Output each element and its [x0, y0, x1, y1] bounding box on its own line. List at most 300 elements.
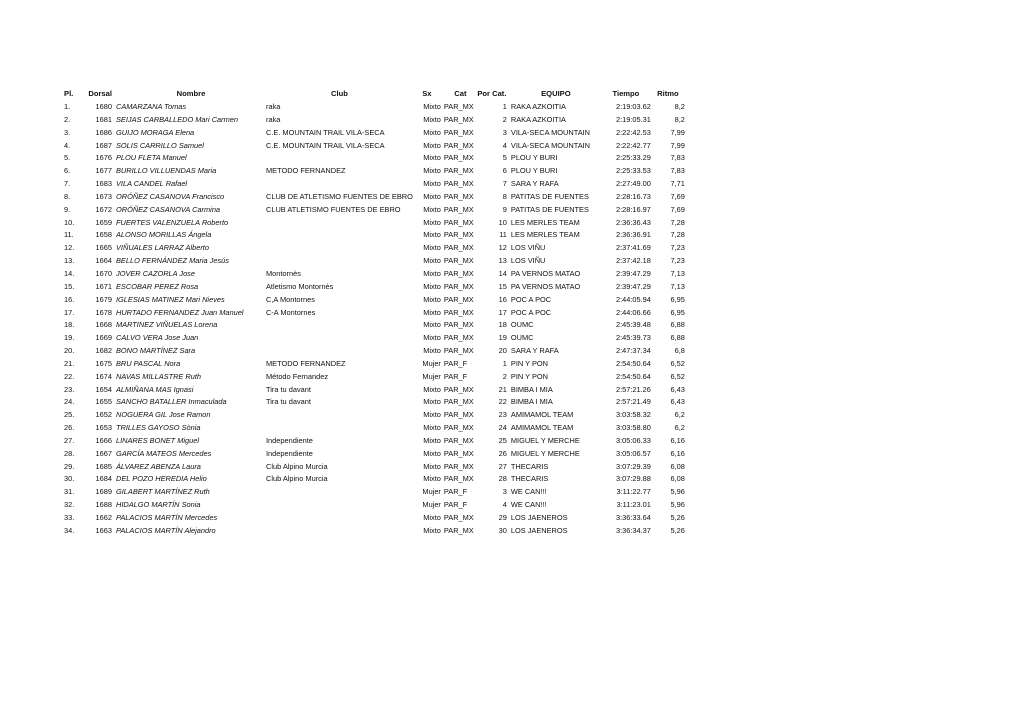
cell-ritmo: 7,83 — [670, 153, 685, 163]
cell-sx: Mixto — [423, 333, 441, 343]
cell-dorsal: 1671 — [95, 281, 112, 291]
cell-nombre: SEIJAS CARBALLEDO Mari Carmen — [116, 114, 238, 124]
cell-ritmo: 6,88 — [670, 320, 685, 330]
cell-equipo: PIN Y PON — [510, 371, 548, 381]
cell-ritmo: 6,08 — [670, 461, 685, 471]
cell-nombre: MARTINEZ VIÑUELAS Lorena — [116, 320, 218, 330]
cell-porcat: 3 — [502, 487, 507, 497]
cell-sx: Mixto — [423, 448, 441, 458]
cell-nombre: DEL POZO HEREDIA Helio — [116, 474, 207, 484]
cell-club — [266, 242, 413, 255]
cell-cat: PAR_MX — [443, 102, 474, 111]
cell-ritmo: 6,2 — [674, 423, 685, 433]
cell-porcat: 8 — [502, 191, 507, 201]
cell-pl: 2. — [64, 114, 71, 124]
cell-porcat: 4 — [502, 140, 507, 150]
cell-ritmo: 7,13 — [670, 268, 685, 278]
cell-tiempo: 2:45:39.48 — [615, 320, 651, 330]
cell-porcat: 1 — [502, 358, 507, 368]
cell-nombre: VILA CANDEL Rafael — [116, 179, 188, 189]
cell-porcat: 11 — [499, 230, 507, 240]
table-row — [64, 165, 687, 178]
cell-ritmo: 8,2 — [674, 114, 685, 124]
cell-cat: PAR_MX — [443, 294, 474, 304]
cell-tiempo: 3:03:58.80 — [615, 423, 651, 433]
cell-sx: Mujer — [422, 358, 441, 368]
cell-porcat: 28 — [498, 474, 507, 484]
cell-tiempo: 2:57:21.26 — [615, 384, 651, 394]
table-row — [64, 499, 687, 512]
header-dorsal: Dorsal — [88, 89, 112, 98]
cell-nombre: BURILLO VILLUENDAS Maria — [116, 166, 217, 176]
cell-club: CLUB DE ATLETISMO FUENTES DE EBRO — [266, 191, 413, 201]
cell-tiempo: 2:37:42.18 — [615, 256, 651, 266]
cell-pl: 19. — [64, 333, 75, 343]
table-row — [64, 396, 687, 409]
table-row — [64, 204, 687, 217]
cell-sx: Mixto — [423, 114, 441, 124]
cell-club — [266, 422, 413, 435]
cell-sx: Mixto — [423, 153, 441, 163]
cell-pl: 4. — [64, 140, 71, 150]
cell-nombre: GUIJO MORAGA Elena — [116, 127, 195, 137]
cell-tiempo: 3:05:06.57 — [615, 448, 651, 458]
cell-club — [266, 152, 413, 165]
cell-ritmo: 7,99 — [670, 140, 685, 150]
cell-pl: 20. — [64, 346, 75, 356]
cell-dorsal: 1654 — [95, 384, 112, 394]
table-row — [64, 127, 687, 140]
cell-sx: Mixto — [423, 179, 441, 189]
cell-ritmo: 6,16 — [670, 448, 685, 458]
cell-pl: 14. — [64, 268, 75, 278]
cell-cat: PAR_MX — [443, 179, 474, 189]
cell-cat: PAR_MX — [443, 114, 474, 124]
cell-ritmo: 7,28 — [670, 217, 685, 227]
cell-ritmo: 6,16 — [670, 435, 685, 445]
cell-equipo: VILA-SECA MOUNTAIN — [510, 127, 591, 137]
cell-porcat: 15 — [498, 281, 507, 291]
cell-cat: PAR_MX — [443, 204, 474, 214]
cell-sx: Mixto — [423, 217, 441, 227]
cell-porcat: 5 — [502, 153, 507, 163]
cell-sx: Mixto — [423, 256, 441, 266]
cell-tiempo: 3:36:33.64 — [615, 513, 651, 522]
cell-nombre: HIDALGO MARTÍN Sonia — [116, 500, 201, 510]
cell-cat: PAR_MX — [443, 397, 474, 407]
cell-pl: 10. — [64, 217, 75, 227]
cell-nombre: CAMARZANA Tomas — [116, 102, 187, 111]
cell-dorsal: 1682 — [95, 346, 112, 356]
cell-ritmo: 7,69 — [670, 191, 685, 201]
cell-sx: Mixto — [423, 140, 441, 150]
cell-equipo: LOS VIÑU — [510, 243, 546, 253]
cell-nombre: BONO MARTÍNEZ Sara — [116, 346, 196, 356]
cell-equipo: LOS JAENEROS — [510, 513, 568, 522]
cell-dorsal: 1685 — [95, 461, 112, 471]
cell-club: raka — [266, 114, 281, 124]
cell-cat: PAR_MX — [443, 230, 474, 240]
cell-ritmo: 7,13 — [670, 281, 685, 291]
cell-club: C.E. MOUNTAIN TRAIL VILA-SECA — [266, 140, 385, 150]
cell-sx: Mixto — [423, 397, 441, 407]
cell-porcat: 19 — [498, 333, 507, 343]
cell-sx: Mixto — [423, 474, 441, 484]
cell-ritmo: 7,69 — [670, 204, 685, 214]
cell-tiempo: 2:45:39.73 — [615, 333, 651, 343]
cell-pl: 8. — [64, 191, 71, 201]
cell-club — [266, 178, 413, 191]
table-row — [64, 191, 687, 204]
cell-dorsal: 1676 — [95, 153, 112, 163]
cell-sx: Mixto — [423, 191, 441, 201]
cell-ritmo: 7,99 — [670, 127, 685, 137]
cell-pl: 1. — [64, 102, 71, 111]
cell-porcat: 23 — [498, 410, 507, 420]
cell-pl: 16. — [64, 294, 75, 304]
header-pl: Pl. — [64, 89, 74, 98]
cell-tiempo: 2:37:41.69 — [615, 243, 651, 253]
table-row — [64, 345, 687, 358]
cell-club: Club Alpino Murcia — [266, 474, 328, 484]
cell-tiempo: 3:07:29.39 — [615, 461, 651, 471]
cell-porcat: 6 — [502, 166, 507, 176]
cell-club — [266, 409, 413, 422]
cell-tiempo: 2:22:42.53 — [615, 127, 651, 137]
cell-nombre: PALACIOS MARTÍN Alejandro — [116, 525, 216, 535]
cell-porcat: 14 — [498, 268, 507, 278]
cell-sx: Mixto — [423, 281, 441, 291]
cell-equipo: PLOU Y BURI — [510, 166, 558, 176]
cell-pl: 13. — [64, 256, 75, 266]
cell-sx: Mujer — [422, 371, 441, 381]
cell-dorsal: 1686 — [95, 127, 112, 137]
cell-equipo: PATITAS DE FUENTES — [510, 204, 589, 214]
table-row — [64, 486, 687, 499]
cell-sx: Mixto — [423, 307, 441, 317]
cell-porcat: 27 — [498, 461, 507, 471]
cell-equipo: WE CAN!!! — [510, 487, 547, 497]
cell-club: C-A Montornes — [266, 307, 316, 317]
cell-cat: PAR_F — [443, 487, 468, 497]
cell-pl: 9. — [64, 204, 71, 214]
cell-club: Independiente — [266, 448, 313, 458]
cell-dorsal: 1677 — [95, 166, 112, 176]
cell-sx: Mixto — [423, 461, 441, 471]
cell-ritmo: 6,95 — [670, 307, 685, 317]
table-row — [64, 473, 687, 486]
cell-porcat: 16 — [498, 294, 507, 304]
cell-porcat: 20 — [498, 346, 507, 356]
table-row — [64, 268, 687, 281]
cell-pl: 34. — [64, 525, 75, 535]
cell-club — [266, 217, 413, 230]
cell-dorsal: 1673 — [95, 191, 112, 201]
cell-cat: PAR_MX — [443, 191, 474, 201]
cell-pl: 24. — [64, 397, 75, 407]
cell-dorsal: 1666 — [95, 435, 112, 445]
cell-tiempo: 2:25:33.53 — [615, 166, 651, 176]
cell-nombre: ORÓÑEZ CASANOVA Carmina — [116, 204, 221, 214]
cell-tiempo: 2:36:36.91 — [615, 230, 651, 240]
cell-equipo: SARA Y RAFA — [510, 346, 559, 356]
cell-equipo: POC A POC — [510, 294, 552, 304]
cell-dorsal: 1668 — [95, 320, 112, 330]
cell-sx: Mixto — [423, 166, 441, 176]
cell-dorsal: 1659 — [95, 217, 112, 227]
cell-dorsal: 1653 — [95, 423, 112, 433]
cell-club: C,A Montornes — [266, 294, 315, 304]
cell-nombre: FUERTES VALENZUELA Roberto — [116, 217, 229, 227]
cell-ritmo: 6,88 — [670, 333, 685, 343]
table-row — [64, 525, 687, 538]
cell-sx: Mujer — [422, 500, 441, 510]
cell-dorsal: 1672 — [95, 204, 112, 214]
cell-club — [266, 229, 413, 242]
cell-cat: PAR_F — [443, 358, 468, 368]
cell-pl: 12. — [64, 243, 75, 253]
cell-equipo: MIGUEL Y MERCHE — [510, 435, 580, 445]
cell-porcat: 21 — [498, 384, 507, 394]
cell-ritmo: 7,23 — [670, 243, 685, 253]
cell-pl: 21. — [64, 358, 75, 368]
cell-dorsal: 1678 — [95, 307, 112, 317]
cell-cat: PAR_MX — [443, 448, 474, 458]
cell-porcat: 29 — [498, 513, 507, 522]
cell-pl: 23. — [64, 384, 75, 394]
cell-sx: Mixto — [423, 525, 441, 535]
cell-tiempo: 2:25:33.29 — [615, 153, 651, 163]
cell-dorsal: 1662 — [95, 513, 112, 522]
cell-club: METODO FERNANDEZ — [266, 166, 346, 176]
cell-pl: 30. — [64, 474, 75, 484]
cell-porcat: 17 — [498, 307, 507, 317]
cell-sx: Mixto — [423, 243, 441, 253]
cell-cat: PAR_F — [443, 371, 468, 381]
cell-porcat: 9 — [502, 204, 507, 214]
cell-cat: PAR_MX — [443, 153, 474, 163]
table-row — [64, 319, 687, 332]
header-row — [64, 89, 687, 101]
cell-dorsal: 1670 — [95, 268, 112, 278]
cell-equipo: LES MERLES TEAM — [510, 230, 580, 240]
cell-sx: Mixto — [423, 513, 441, 522]
cell-pl: 3. — [64, 127, 71, 137]
cell-equipo: THECARIS — [510, 474, 549, 484]
cell-pl: 15. — [64, 281, 75, 291]
cell-cat: PAR_MX — [443, 243, 474, 253]
cell-equipo: VILA-SECA MOUNTAIN — [510, 140, 591, 150]
cell-ritmo: 5,96 — [670, 500, 685, 510]
table-row — [64, 114, 687, 127]
cell-porcat: 10 — [498, 217, 507, 227]
cell-tiempo: 2:54:50.64 — [615, 371, 651, 381]
cell-ritmo: 6,95 — [670, 294, 685, 304]
cell-dorsal: 1687 — [95, 140, 112, 150]
cell-porcat: 25 — [498, 435, 507, 445]
cell-sx: Mixto — [423, 410, 441, 420]
cell-tiempo: 2:28:16.73 — [615, 191, 651, 201]
table-row — [64, 384, 687, 397]
cell-equipo: AMIMAMOL TEAM — [510, 410, 574, 420]
cell-equipo: PLOU Y BURI — [510, 153, 558, 163]
header-cat: Cat — [454, 89, 467, 98]
cell-tiempo: 3:03:58.32 — [615, 410, 651, 420]
cell-tiempo: 2:54:50.64 — [615, 358, 651, 368]
table-row — [64, 229, 687, 242]
cell-cat: PAR_MX — [443, 166, 474, 176]
cell-equipo: PIN Y PON — [510, 358, 548, 368]
cell-club: CLUB ATLETISMO FUENTES DE EBRO — [266, 204, 401, 214]
header-ritmo: Ritmo — [657, 89, 679, 98]
table-row — [64, 294, 687, 307]
cell-ritmo: 8,2 — [674, 102, 685, 111]
cell-ritmo: 5,96 — [670, 487, 685, 497]
cell-club: Montornès — [266, 268, 301, 278]
cell-club: C.E. MOUNTAIN TRAIL VILA-SECA — [266, 127, 385, 137]
cell-tiempo: 2:44:06.66 — [615, 307, 651, 317]
cell-tiempo: 2:19:03.62 — [615, 102, 651, 111]
cell-dorsal: 1667 — [95, 448, 112, 458]
cell-tiempo: 2:19:05.31 — [615, 114, 651, 124]
cell-dorsal: 1663 — [95, 525, 112, 535]
cell-equipo: PA VERNOS MATAO — [510, 281, 581, 291]
cell-pl: 17. — [64, 307, 75, 317]
cell-nombre: IGLESIAS MATINEZ Mari Nieves — [116, 294, 225, 304]
cell-equipo: OUMC — [510, 320, 534, 330]
cell-pl: 28. — [64, 448, 75, 458]
results-body — [64, 101, 687, 538]
cell-equipo: THECARIS — [510, 461, 549, 471]
cell-club — [266, 345, 413, 358]
cell-nombre: ESCOBAR PEREZ Rosa — [116, 281, 199, 291]
header-tiempo: Tiempo — [612, 89, 640, 98]
cell-equipo: PATITAS DE FUENTES — [510, 191, 589, 201]
cell-nombre: TRILLES GAYOSO Sònia — [116, 423, 201, 433]
cell-dorsal: 1689 — [95, 487, 112, 497]
cell-tiempo: 2:47:37.34 — [615, 346, 651, 356]
table-row — [64, 435, 687, 448]
cell-club: Tira tu davant — [266, 384, 311, 394]
cell-porcat: 26 — [498, 448, 507, 458]
cell-club — [266, 525, 413, 538]
cell-sx: Mixto — [423, 294, 441, 304]
cell-pl: 29. — [64, 461, 75, 471]
cell-pl: 26. — [64, 423, 75, 433]
cell-ritmo: 7,23 — [670, 256, 685, 266]
cell-equipo: BIMBA I MIA — [510, 384, 553, 394]
cell-tiempo: 2:44:05.94 — [615, 294, 651, 304]
cell-nombre: VIÑUALES LARRAZ Alberto — [116, 243, 209, 253]
cell-dorsal: 1675 — [95, 358, 112, 368]
cell-tiempo: 2:57:21.49 — [615, 397, 651, 407]
cell-nombre: GILABERT MARTÍNEZ Ruth — [116, 487, 210, 497]
cell-club: Club Alpino Murcia — [266, 461, 328, 471]
cell-club — [266, 499, 413, 512]
header-porcat: Por Cat. — [477, 89, 507, 98]
cell-tiempo: 3:36:34.37 — [615, 525, 651, 535]
cell-cat: PAR_MX — [443, 268, 474, 278]
cell-nombre: NAVAS MILLASTRE Ruth — [116, 371, 202, 381]
cell-pl: 22. — [64, 371, 75, 381]
cell-ritmo: 6,52 — [670, 371, 685, 381]
cell-dorsal: 1684 — [95, 474, 112, 484]
cell-porcat: 1 — [502, 102, 507, 111]
cell-nombre: SANCHO BATALLER Inmaculada — [116, 397, 227, 407]
cell-sx: Mixto — [423, 230, 441, 240]
cell-dorsal: 1679 — [95, 294, 112, 304]
cell-sx: Mixto — [423, 320, 441, 330]
cell-tiempo: 2:36:36.43 — [615, 217, 651, 227]
cell-tiempo: 2:39:47.29 — [615, 281, 651, 291]
cell-pl: 11. — [64, 230, 74, 240]
table-row — [64, 217, 687, 230]
cell-equipo: POC A POC — [510, 307, 552, 317]
cell-pl: 5. — [64, 153, 71, 163]
cell-ritmo: 7,83 — [670, 166, 685, 176]
cell-club: Tira tu davant — [266, 397, 311, 407]
table-row — [64, 281, 687, 294]
cell-pl: 6. — [64, 166, 71, 176]
cell-cat: PAR_MX — [443, 127, 474, 137]
cell-club — [266, 255, 413, 268]
cell-cat: PAR_MX — [443, 474, 474, 484]
cell-ritmo: 6,2 — [674, 410, 685, 420]
cell-club: raka — [266, 102, 281, 111]
cell-nombre: ÁLVAREZ ABENZA Laura — [116, 461, 201, 471]
cell-cat: PAR_MX — [443, 513, 474, 522]
cell-nombre: ORÓÑEZ CASANOVA Francisco — [116, 191, 225, 201]
cell-pl: 25. — [64, 410, 75, 420]
cell-equipo: LOS VIÑU — [510, 256, 546, 266]
cell-sx: Mixto — [423, 384, 441, 394]
table-row — [64, 178, 687, 191]
cell-porcat: 7 — [502, 179, 507, 189]
cell-club: METODO FERNANDEZ — [266, 358, 346, 368]
cell-equipo: RAKA AZKOITIA — [510, 102, 566, 111]
cell-nombre: HURTADO FERNANDEZ Juan Manuel — [116, 307, 244, 317]
cell-nombre: JOVER CAZORLA Jose — [116, 268, 195, 278]
table-row — [64, 371, 687, 384]
cell-cat: PAR_MX — [443, 423, 474, 433]
cell-club — [266, 332, 413, 345]
cell-sx: Mixto — [423, 268, 441, 278]
cell-dorsal: 1688 — [95, 500, 112, 510]
cell-cat: PAR_MX — [443, 307, 474, 317]
cell-porcat: 13 — [498, 256, 507, 266]
cell-nombre: PALACIOS MARTÍN Mercedes — [116, 513, 218, 522]
cell-ritmo: 7,28 — [670, 230, 685, 240]
cell-porcat: 2 — [502, 114, 507, 124]
cell-club: Método Fernandez — [266, 371, 329, 381]
cell-porcat: 12 — [498, 243, 507, 253]
cell-equipo: BIMBA I MIA — [510, 397, 553, 407]
cell-nombre: ALONSO MORILLAS Ángela — [116, 230, 212, 240]
cell-sx: Mujer — [422, 487, 441, 497]
cell-cat: PAR_MX — [443, 525, 474, 535]
cell-sx: Mixto — [423, 435, 441, 445]
cell-ritmo: 6,52 — [670, 358, 685, 368]
results-table — [64, 89, 687, 538]
header-nombre: Nombre — [176, 89, 206, 98]
cell-tiempo: 3:11:22.77 — [616, 487, 651, 497]
table-row — [64, 358, 687, 371]
cell-porcat: 22 — [498, 397, 507, 407]
cell-nombre: SOLIS CARRILLO Samuel — [116, 140, 204, 150]
cell-nombre: LINARES BONET Miguel — [116, 435, 199, 445]
cell-equipo: AMIMAMOL TEAM — [510, 423, 574, 433]
cell-equipo: MIGUEL Y MERCHE — [510, 448, 580, 458]
